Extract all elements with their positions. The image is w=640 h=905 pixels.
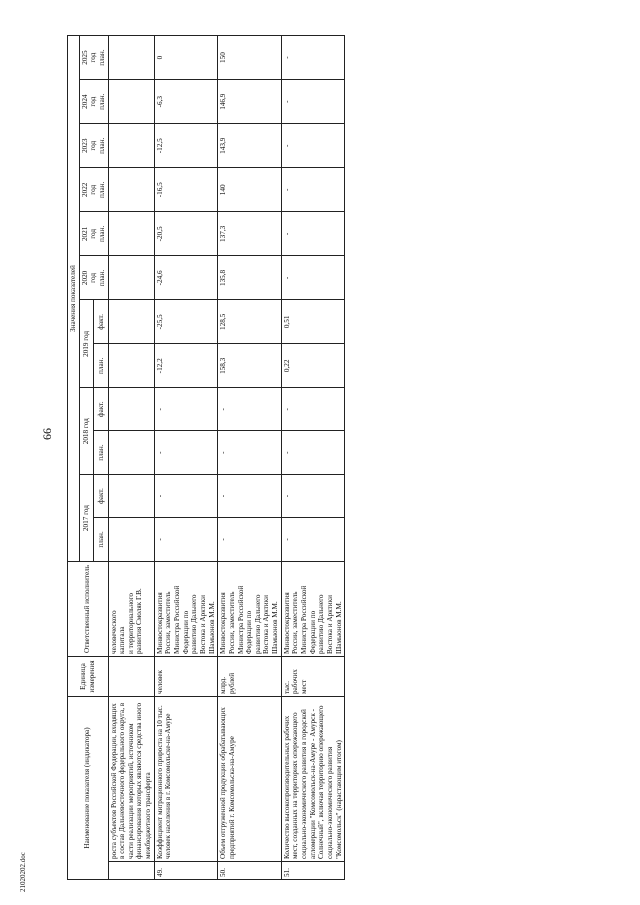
cell-value: -12,5 [154,124,217,168]
cell-value: - [154,475,217,518]
cell-no [108,862,154,880]
table-body [108,36,345,880]
cell-value: -25,5 [154,300,217,344]
indicators-table [67,35,345,880]
cell-name: Объем отгруженной продукции обрабатывающих предприятий г. Комсомольска-на-Амуре [218,697,281,862]
cell-value: - [281,124,344,168]
cell-value: -12,2 [154,344,217,388]
header-year-2019: 2019 год [79,300,93,388]
header-responsible: Ответственный исполнитель [68,562,109,657]
cell-name: Коэффициент миграционного прироста на 10 тыс. человек населения в г. Комсомольске-на-Амуре [154,697,217,862]
cell-value: -6,3 [154,80,217,124]
cell-responsible: Минвостокразвития России, заместитель Министра Российской Федерации по развитию Дальнего Востока и Арктики Шамьюнов М.М. [281,562,344,657]
cell-name: роста субъектов Российской Федерации, входящих в состав Дальневосточного федерального округа, в части реализации мероприятий, источником финансирования которых являются средства иного межбюджетного трансферта [108,697,154,862]
cell-value: - [281,388,344,431]
cell-value: 146,9 [218,80,281,124]
header-year-2021: 2021 год план. [79,212,108,256]
page-number: 66 [40,428,54,440]
cell-responsible: Минвостокразвития России, заместитель Министра Российской Федерации по развитию Дальнего Востока и Арктики Шамьюнов М.М. [218,562,281,657]
header-year-2022: 2022 год план. [79,168,108,212]
cell-value: -20,5 [154,212,217,256]
cell-value: -24,6 [154,256,217,300]
header-2017-plan: план. [94,517,108,561]
header-2018-fact: факт. [94,388,108,431]
table-row [218,36,281,880]
cell-name: Количество высокопроизводительных рабочих мест, созданных на территориях опережающего социально-экономического развития в городской агломерации "Комсомольск-на-Амуре - Амурск - Солнечный", включая территорию опережающего социально-экономического развития "Комсомольск" (нарастающим итогом) [281,697,344,862]
cell-value: - [281,431,344,475]
cell-value: 0,22 [281,344,344,388]
cell-value: - [218,475,281,518]
cell-value: 143,9 [218,124,281,168]
cell-value: 140 [218,168,281,212]
cell-responsible: человеческого капитала и территориального развития Смоляк Г.В. [108,562,154,657]
header-2019-plan: план. [94,344,108,388]
cell-value: - [218,517,281,561]
cell-value: 137,3 [218,212,281,256]
cell-unit: тыс. рабочих мест [281,657,344,697]
header-year-2020: 2020 год план. [79,256,108,300]
cell-value: - [281,517,344,561]
rotated-table-container [67,35,567,880]
table-row [281,36,344,880]
header-values-group: Значения показателей [68,36,80,562]
cell-value: - [218,388,281,431]
header-2017-fact: факт. [94,475,108,518]
table-row-continuation [108,36,154,880]
header-year-2023: 2023 год план. [79,124,108,168]
cell-value: - [218,431,281,475]
cell-value: - [281,168,344,212]
header-year-2024: 2024 год план. [79,80,108,124]
header-2018-plan: план. [94,431,108,475]
cell-no: 50. [218,862,281,880]
header-year-2025: 2025 год план. [79,36,108,80]
cell-value: 128,5 [218,300,281,344]
cell-value: -16,5 [154,168,217,212]
cell-unit: млрд. рублей [218,657,281,697]
cell-value: - [281,212,344,256]
cell-value: 158,3 [218,344,281,388]
cell-value: 135,8 [218,256,281,300]
header-2019-fact: факт. [94,300,108,344]
cell-value: - [154,388,217,431]
header-year-2017: 2017 год [79,475,93,562]
cell-no: 49. [154,862,217,880]
cell-value: 0,51 [281,300,344,344]
cell-value: 0 [154,36,217,80]
header-year-2018: 2018 год [79,388,93,475]
table-row [154,36,217,880]
cell-value: - [281,256,344,300]
document-id: 21020202.doc [19,852,27,892]
cell-responsible: Минвостокразвития России, заместитель Министра Российской Федерации по развитию Дальнего Востока и Арктики Шамьюнов М.М. [154,562,217,657]
cell-value: - [281,80,344,124]
header-unit: Единица измерения [68,657,109,697]
cell-unit [108,657,154,697]
cell-unit: человек [154,657,217,697]
cell-value: 150 [218,36,281,80]
cell-no: 51. [281,862,344,880]
cell-value: - [154,517,217,561]
header-indicator-name: Наименование показателя (индикатора) [68,697,109,880]
cell-value: - [281,475,344,518]
cell-value: - [154,431,217,475]
cell-value: - [281,36,344,80]
